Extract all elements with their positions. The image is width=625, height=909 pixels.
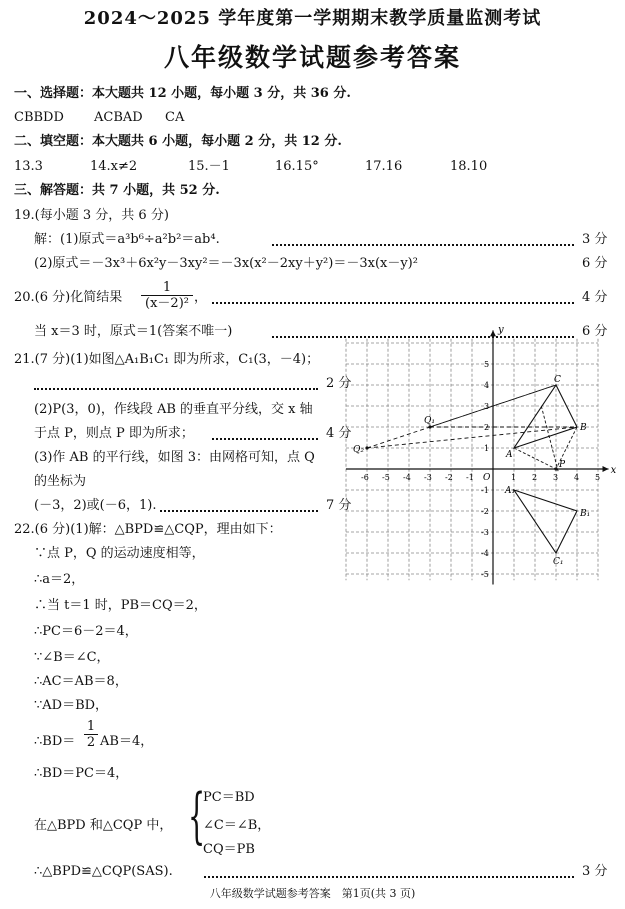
label-a: A bbox=[506, 450, 513, 460]
y-tick-label: -1 bbox=[481, 486, 489, 495]
s2-answer-18: 18.10 bbox=[450, 159, 488, 174]
y-tick-label: -5 bbox=[481, 570, 489, 579]
dot-leader bbox=[160, 510, 318, 512]
label-b1: B₁ bbox=[580, 509, 591, 519]
q22-conclusion: ∴△BPD≌△CQP(SAS). bbox=[34, 864, 173, 879]
origin-label: O bbox=[483, 473, 491, 483]
q19-score-1: 3 分 bbox=[582, 232, 608, 247]
x-tick-label: -5 bbox=[382, 473, 390, 482]
q22-line1: 22.(6 分)(1)解：△BPD≌△CQP，理由如下： bbox=[14, 522, 282, 537]
section-3-title: 三、解答题：共 7 小题，共 52 分. bbox=[14, 183, 220, 198]
q22-line10: ∴BD＝PC＝4， bbox=[34, 766, 129, 781]
q22-line7: ∴AC＝AB＝8， bbox=[34, 674, 128, 689]
x-tick-label: -1 bbox=[466, 473, 474, 482]
q22-line2: ∵点 P，Q 的运动速度相等， bbox=[34, 546, 205, 561]
triangle-a1b1c1 bbox=[514, 490, 577, 553]
q21-line5: 的坐标为 bbox=[34, 474, 87, 489]
y-tick-label: -2 bbox=[481, 507, 489, 516]
point-q2 bbox=[365, 446, 368, 449]
label-b: B bbox=[580, 423, 587, 433]
q22-line9b: AB＝4， bbox=[100, 734, 154, 749]
dot-leader bbox=[34, 388, 318, 390]
x-tick-label: 5 bbox=[595, 473, 601, 482]
x-axis-arrow bbox=[603, 466, 609, 472]
q21-score-3: 7 分 bbox=[326, 498, 352, 513]
label-q1: Q₁ bbox=[424, 416, 435, 426]
q19-heading: 19.(每小题 3 分，共 6 分) bbox=[14, 208, 169, 223]
y-tick-label: -3 bbox=[481, 528, 489, 537]
dot-leader bbox=[212, 438, 318, 440]
s2-answer-15: 15.－1 bbox=[188, 159, 230, 174]
q20-score-1: 4 分 bbox=[582, 290, 608, 305]
q22-half-numerator: 1 bbox=[84, 719, 98, 735]
q22-line8: ∵AD＝BD， bbox=[34, 698, 109, 713]
x-tick-label: -4 bbox=[403, 473, 411, 482]
page-footer: 八年级数学试题参考答案 第1页(共 3 页) bbox=[209, 887, 416, 900]
x-tick-label: -2 bbox=[445, 473, 453, 482]
x-axis-label: x bbox=[610, 465, 617, 476]
y-axis-label: y bbox=[498, 324, 504, 336]
label-c: C bbox=[554, 375, 561, 385]
q21-line1: 21.(7 分)(1)如图△A₁B₁C₁ 即为所求，C₁(3，－4)； bbox=[14, 352, 320, 367]
x-tick-label: 2 bbox=[532, 473, 538, 482]
point-p bbox=[554, 467, 557, 470]
section-1-title: 一、选择题：本大题共 12 小题，每小题 3 分，共 36 分. bbox=[14, 86, 351, 101]
y-axis-arrow bbox=[490, 330, 496, 336]
q20-comma: ， bbox=[194, 290, 208, 305]
label-q2: Q₂ bbox=[353, 445, 364, 455]
q21-score-2: 4 分 bbox=[326, 426, 352, 441]
system-brace: { bbox=[188, 781, 206, 851]
q22-line4: ∴当 t＝1 时，PB＝CQ＝2， bbox=[34, 598, 207, 613]
y-tick-label: 3 bbox=[484, 402, 490, 411]
x-tick-label: 3 bbox=[553, 473, 559, 482]
q22-line6: ∵∠B＝∠C， bbox=[34, 650, 110, 665]
q22-line5: ∴PC＝6－2＝4， bbox=[34, 624, 138, 639]
q20-score-2: 6 分 bbox=[582, 324, 608, 339]
q22-system-eq3: CQ＝PB bbox=[203, 842, 255, 857]
triangle-abc bbox=[514, 385, 577, 448]
x-tick-label: 1 bbox=[511, 473, 517, 482]
y-tick-label: 5 bbox=[484, 360, 490, 369]
x-tick-label: 4 bbox=[574, 473, 580, 482]
dot-leader bbox=[272, 336, 574, 338]
label-a1: A₁ bbox=[505, 486, 516, 496]
s2-answer-13: 13.3 bbox=[14, 159, 43, 174]
q19-score-2: 6 分 bbox=[582, 256, 608, 271]
y-tick-label: 1 bbox=[484, 444, 490, 453]
s2-answer-17: 17.16 bbox=[365, 159, 403, 174]
q20-fraction-denominator: (x－2)² bbox=[145, 296, 189, 311]
section-2-title: 二、填空题：本大题共 6 小题，每小题 2 分，共 12 分. bbox=[14, 134, 342, 149]
s2-answer-16: 16.15° bbox=[275, 159, 319, 174]
q21-line3: 于点 P，则点 P 即为所求； bbox=[34, 426, 194, 441]
dot-leader bbox=[204, 876, 574, 878]
q21-line4: (3)作 AB 的平行线，如图 3：由网格可知，点 Q bbox=[34, 450, 315, 465]
s1-answer-group-1: CBBDD bbox=[14, 110, 64, 125]
label-c1: C₁ bbox=[553, 557, 564, 567]
q21-line6: (－3，2)或(－6，1). bbox=[34, 498, 157, 513]
dot-leader bbox=[212, 302, 574, 304]
q19-part1: 解：(1)原式＝a³b⁶÷a²b²＝ab⁴. bbox=[34, 232, 220, 247]
q22-system-eq1: PC＝BD bbox=[203, 790, 255, 805]
x-tick-label: -3 bbox=[424, 473, 432, 482]
q22-line11: 在△BPD 和△CQP 中， bbox=[34, 818, 173, 833]
x-tick-label: -6 bbox=[361, 473, 369, 482]
q22-score: 3 分 bbox=[582, 864, 608, 879]
dot-leader bbox=[272, 244, 574, 246]
q21-score-1: 2 分 bbox=[326, 376, 352, 391]
y-tick-label: -4 bbox=[481, 549, 489, 558]
q20-fraction bbox=[141, 280, 193, 311]
q22-system-eq2: ∠C＝∠B， bbox=[203, 818, 271, 833]
label-p: P bbox=[559, 460, 566, 470]
y-tick-label: 2 bbox=[484, 423, 490, 432]
q22-half-fraction bbox=[84, 719, 98, 750]
q20-fraction-numerator: 1 bbox=[141, 280, 193, 296]
q19-part2: (2)原式＝－3x³＋6x²y－3xy²＝－3x(x²－2xy＋y²)＝－3x(x－y)² bbox=[34, 256, 418, 271]
s2-answer-14: 14.x≠2 bbox=[90, 159, 138, 174]
q21-line2: (2)P(3，0)，作线段 AB 的垂直平分线，交 x 轴 bbox=[34, 402, 313, 417]
y-tick-label: 4 bbox=[484, 381, 490, 390]
q20-line2: 当 x＝3 时，原式＝1(答案不唯一) bbox=[34, 324, 233, 339]
q22-half-denominator: 2 bbox=[86, 735, 96, 750]
q20-heading: 20.(6 分)化简结果 bbox=[14, 290, 123, 305]
s1-answer-group-3: CA bbox=[165, 110, 185, 125]
q22-line3: ∴a＝2， bbox=[34, 572, 85, 587]
axes bbox=[346, 325, 617, 585]
s1-answer-group-2: ACBAD bbox=[94, 110, 143, 125]
answer-key-title: 八年级数学试题参考答案 bbox=[163, 43, 461, 72]
q22-line9a: ∴BD＝ bbox=[34, 734, 76, 749]
exam-title: 2024～2025 学年度第一学期期末教学质量监测考试 bbox=[83, 8, 542, 29]
